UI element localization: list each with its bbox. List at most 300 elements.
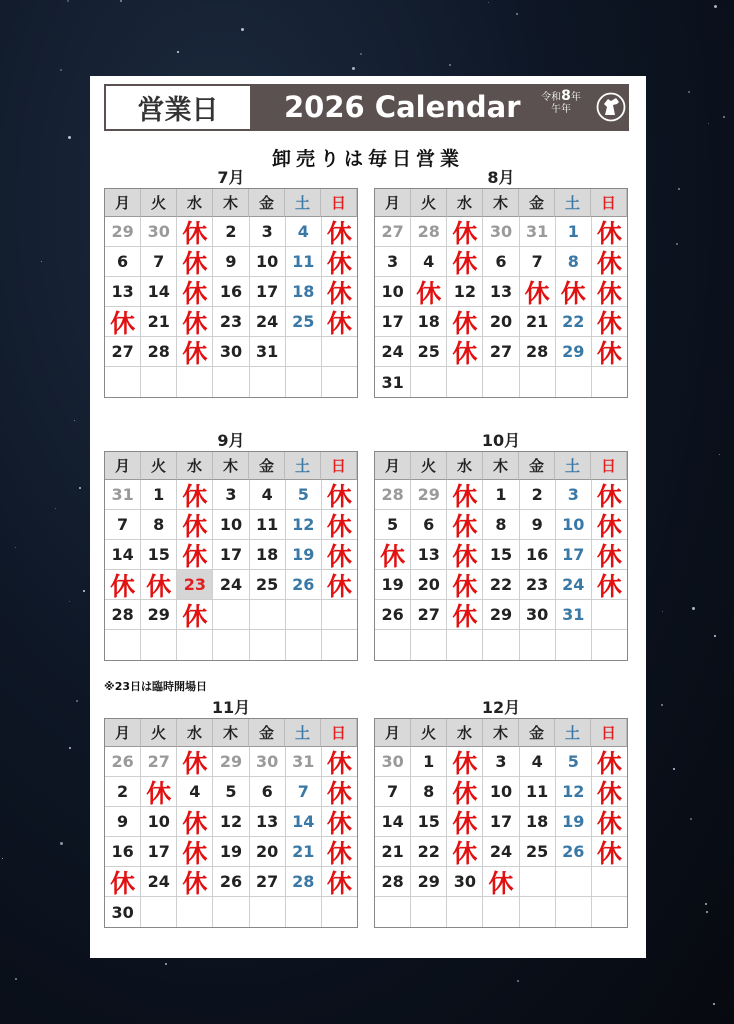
empty-cell [592, 897, 627, 927]
week-row [375, 277, 627, 307]
holiday-mark: 休 [322, 277, 357, 307]
day-cell: 14 [286, 807, 322, 837]
day-cell: 25 [411, 337, 447, 367]
month-block [104, 168, 358, 398]
empty-cell [322, 367, 357, 397]
day-cell: 30 [250, 747, 286, 777]
day-cell: 6 [483, 247, 519, 277]
star [676, 243, 678, 245]
holiday-mark: 休 [592, 307, 627, 337]
day-cell: 7 [105, 510, 141, 540]
month-title: 10月 [481, 431, 521, 450]
star [690, 818, 692, 820]
empty-cell [520, 867, 556, 897]
day-cell: 14 [141, 277, 177, 307]
empty-cell [592, 630, 627, 660]
holiday-mark: 休 [447, 570, 483, 600]
weekday-header: 土 [555, 189, 591, 217]
day-cell: 19 [286, 540, 322, 570]
day-cell: 18 [250, 540, 286, 570]
day-cell: 3 [250, 217, 286, 247]
day-cell: 18 [286, 277, 322, 307]
week-row [375, 247, 627, 277]
holiday-mark: 休 [447, 837, 483, 867]
star [55, 508, 56, 509]
holiday-mark: 休 [177, 837, 213, 867]
week-row [105, 837, 357, 867]
day-cell: 26 [105, 747, 141, 777]
weekday-header: 火 [141, 189, 177, 217]
holiday-mark: 休 [322, 247, 357, 277]
month-title: 8月 [487, 168, 515, 187]
weekday-header: 水 [447, 189, 483, 217]
holiday-mark: 休 [322, 217, 357, 247]
day-cell: 16 [213, 277, 249, 307]
holiday-mark: 休 [177, 277, 213, 307]
empty-cell [375, 897, 411, 927]
star [69, 601, 70, 602]
holiday-mark: 休 [322, 867, 357, 897]
star [705, 903, 707, 905]
day-cell: 17 [213, 540, 249, 570]
week-row [105, 217, 357, 247]
day-cell: 28 [105, 600, 141, 630]
day-cell: 12 [286, 510, 322, 540]
empty-cell [447, 630, 483, 660]
weekday-header: 木 [213, 452, 249, 480]
weekday-header: 月 [105, 452, 141, 480]
day-cell: 31 [375, 367, 411, 397]
day-cell: 30 [447, 867, 483, 897]
week-row [105, 777, 357, 807]
day-cell: 9 [213, 247, 249, 277]
holiday-mark: 休 [322, 807, 357, 837]
empty-cell [556, 630, 592, 660]
day-cell: 3 [556, 480, 592, 510]
day-cell: 31 [556, 600, 592, 630]
holiday-mark: 休 [592, 510, 627, 540]
star [723, 116, 725, 118]
day-cell: 20 [483, 307, 519, 337]
day-cell: 7 [141, 247, 177, 277]
day-cell: 24 [483, 837, 519, 867]
day-cell: 11 [286, 247, 322, 277]
star [165, 963, 167, 965]
star [714, 635, 716, 637]
weekday-header: 日 [321, 452, 357, 480]
weekday-header: 日 [591, 719, 627, 747]
week-row [375, 217, 627, 247]
day-cell: 6 [411, 510, 447, 540]
day-cell: 13 [250, 807, 286, 837]
week-row [105, 540, 357, 570]
day-cell: 24 [556, 570, 592, 600]
month-grid [374, 451, 628, 661]
week-row [375, 897, 627, 927]
holiday-mark: 休 [592, 247, 627, 277]
holiday-mark: 休 [447, 510, 483, 540]
weekday-header: 月 [105, 719, 141, 747]
month-block [104, 698, 358, 928]
holiday-mark: 休 [322, 480, 357, 510]
week-row [375, 807, 627, 837]
day-cell: 28 [141, 337, 177, 367]
star [352, 67, 355, 70]
day-cell: 8 [556, 247, 592, 277]
day-cell: 22 [411, 837, 447, 867]
holiday-mark: 休 [592, 777, 627, 807]
day-cell: 30 [520, 600, 556, 630]
era-year-suffix: 年 [570, 92, 581, 103]
day-cell: 13 [105, 277, 141, 307]
day-cell: 17 [375, 307, 411, 337]
day-cell: 4 [520, 747, 556, 777]
holiday-mark: 休 [556, 277, 592, 307]
holiday-mark: 休 [322, 747, 357, 777]
weekday-header: 火 [411, 189, 447, 217]
holiday-mark: 休 [411, 277, 447, 307]
weekday-header: 土 [285, 189, 321, 217]
week-row [105, 867, 357, 897]
holiday-mark: 休 [483, 867, 519, 897]
month-grid [374, 718, 628, 928]
day-cell: 12 [556, 777, 592, 807]
day-cell: 16 [520, 540, 556, 570]
week-row [375, 367, 627, 397]
holiday-mark: 休 [592, 570, 627, 600]
day-cell: 16 [105, 837, 141, 867]
empty-cell [592, 600, 627, 630]
day-cell: 27 [483, 337, 519, 367]
empty-cell [411, 367, 447, 397]
day-cell: 2 [213, 217, 249, 247]
holiday-mark: 休 [177, 480, 213, 510]
day-cell: 2 [105, 777, 141, 807]
day-cell: 19 [375, 570, 411, 600]
day-cell: 21 [520, 307, 556, 337]
weekday-header: 金 [519, 719, 555, 747]
weekday-header: 金 [249, 719, 285, 747]
holiday-mark: 休 [592, 337, 627, 367]
weekday-header: 水 [447, 719, 483, 747]
empty-cell [322, 630, 357, 660]
day-cell: 26 [375, 600, 411, 630]
star [60, 842, 63, 845]
weekday-header-row [105, 719, 357, 747]
week-row [375, 600, 627, 630]
holiday-mark: 休 [177, 540, 213, 570]
week-row [105, 570, 357, 600]
week-row [105, 367, 357, 397]
week-row [375, 777, 627, 807]
day-cell: 1 [483, 480, 519, 510]
day-cell: 15 [411, 807, 447, 837]
empty-cell [141, 897, 177, 927]
holiday-mark: 休 [447, 307, 483, 337]
empty-cell [556, 367, 592, 397]
month-title: 12月 [481, 698, 521, 717]
holiday-mark: 休 [322, 837, 357, 867]
holiday-mark: 休 [322, 307, 357, 337]
star [76, 700, 78, 702]
holiday-mark: 休 [105, 307, 141, 337]
weekday-header-row [105, 452, 357, 480]
day-cell: 5 [556, 747, 592, 777]
week-row [375, 307, 627, 337]
week-row [105, 307, 357, 337]
holiday-mark: 休 [375, 540, 411, 570]
day-cell: 23 [520, 570, 556, 600]
empty-cell [592, 367, 627, 397]
month-block [374, 168, 628, 398]
star [719, 454, 720, 455]
holiday-mark: 休 [592, 217, 627, 247]
empty-cell [322, 337, 357, 367]
empty-cell [520, 630, 556, 660]
holiday-mark: 休 [592, 480, 627, 510]
day-cell: 6 [105, 247, 141, 277]
star [516, 13, 518, 15]
week-row [375, 630, 627, 660]
holiday-mark: 休 [105, 570, 141, 600]
weekday-header-row [375, 452, 627, 480]
empty-cell [177, 367, 213, 397]
day-cell: 24 [375, 337, 411, 367]
weekday-header: 日 [591, 452, 627, 480]
weekday-header: 月 [375, 452, 411, 480]
japanese-era-label [532, 90, 590, 116]
day-cell: 7 [286, 777, 322, 807]
month-grid [104, 451, 358, 661]
star [713, 1003, 715, 1005]
day-cell: 12 [213, 807, 249, 837]
day-cell: 10 [250, 247, 286, 277]
star [120, 0, 122, 2]
day-cell: 5 [213, 777, 249, 807]
week-row [105, 600, 357, 630]
calendar-title: 2026 Calendar [284, 90, 521, 124]
day-cell: 31 [520, 217, 556, 247]
day-cell: 28 [375, 480, 411, 510]
week-row [375, 480, 627, 510]
empty-cell [250, 600, 286, 630]
day-cell: 29 [411, 867, 447, 897]
holiday-mark: 休 [141, 570, 177, 600]
day-cell: 29 [411, 480, 447, 510]
day-cell: 5 [375, 510, 411, 540]
day-cell: 17 [556, 540, 592, 570]
empty-cell [483, 630, 519, 660]
day-cell: 4 [177, 777, 213, 807]
weekday-header: 土 [555, 719, 591, 747]
holiday-mark: 休 [447, 747, 483, 777]
day-cell: 30 [141, 217, 177, 247]
day-cell: 15 [141, 540, 177, 570]
day-cell: 29 [105, 217, 141, 247]
day-cell: 21 [375, 837, 411, 867]
day-cell: 17 [250, 277, 286, 307]
star [708, 123, 709, 124]
day-cell: 11 [520, 777, 556, 807]
empty-cell [250, 897, 286, 927]
day-cell: 27 [141, 747, 177, 777]
zodiac-year: 午年 [551, 104, 571, 115]
day-cell: 18 [411, 307, 447, 337]
day-cell: 25 [286, 307, 322, 337]
week-row [105, 747, 357, 777]
day-cell: 4 [286, 217, 322, 247]
day-cell: 10 [213, 510, 249, 540]
weekday-header: 火 [141, 452, 177, 480]
holiday-mark: 休 [447, 480, 483, 510]
weekday-header: 土 [555, 452, 591, 480]
day-cell: 29 [141, 600, 177, 630]
day-cell: 20 [411, 570, 447, 600]
month-grid [104, 188, 358, 398]
week-row [105, 247, 357, 277]
day-cell: 28 [411, 217, 447, 247]
weekday-header: 水 [447, 452, 483, 480]
day-cell: 31 [105, 480, 141, 510]
holiday-mark: 休 [177, 247, 213, 277]
empty-cell [177, 897, 213, 927]
star [67, 0, 69, 2]
month-title: 11月 [211, 698, 251, 717]
empty-cell [556, 867, 592, 897]
day-cell: 29 [483, 600, 519, 630]
star [68, 136, 71, 139]
week-row [375, 510, 627, 540]
holiday-mark: 休 [322, 540, 357, 570]
day-cell: 3 [375, 247, 411, 277]
holiday-mark: 休 [105, 867, 141, 897]
empty-cell [286, 337, 322, 367]
day-cell: 21 [141, 307, 177, 337]
weekday-header: 火 [411, 452, 447, 480]
day-cell: 22 [483, 570, 519, 600]
week-row [375, 337, 627, 367]
star [69, 747, 71, 749]
day-cell: 14 [105, 540, 141, 570]
era-number: 8 [561, 88, 571, 104]
holiday-mark: 休 [177, 600, 213, 630]
empty-cell [213, 630, 249, 660]
tagline: 卸売りは毎日営業 [271, 148, 464, 170]
day-cell: 30 [105, 897, 141, 927]
week-row [105, 510, 357, 540]
week-row [375, 570, 627, 600]
holiday-mark: 休 [592, 837, 627, 867]
star [673, 768, 675, 770]
day-cell: 8 [411, 777, 447, 807]
empty-cell [286, 897, 322, 927]
weekday-header: 木 [213, 719, 249, 747]
day-cell: 20 [250, 837, 286, 867]
day-cell: 24 [141, 867, 177, 897]
day-cell: 12 [447, 277, 483, 307]
day-cell: 18 [520, 807, 556, 837]
day-cell: 10 [141, 807, 177, 837]
star [714, 5, 717, 8]
day-cell: 11 [250, 510, 286, 540]
footnote: ※23日は臨時開場日 [104, 680, 208, 693]
empty-cell [483, 367, 519, 397]
star [662, 611, 663, 612]
day-cell: 8 [141, 510, 177, 540]
day-cell: 7 [375, 777, 411, 807]
day-cell: 29 [213, 747, 249, 777]
empty-cell [213, 897, 249, 927]
day-cell: 21 [286, 837, 322, 867]
holiday-mark: 休 [447, 777, 483, 807]
day-cell: 30 [483, 217, 519, 247]
day-cell: 2 [520, 480, 556, 510]
day-cell: 4 [250, 480, 286, 510]
day-cell: 3 [483, 747, 519, 777]
weekday-header: 火 [411, 719, 447, 747]
empty-cell [250, 367, 286, 397]
star [661, 704, 663, 706]
week-row [105, 480, 357, 510]
day-cell: 24 [213, 570, 249, 600]
empty-cell [322, 600, 357, 630]
day-cell: 27 [105, 337, 141, 367]
weekday-header: 木 [483, 719, 519, 747]
holiday-mark: 休 [447, 600, 483, 630]
empty-cell [520, 367, 556, 397]
holiday-mark: 休 [520, 277, 556, 307]
holiday-mark: 休 [592, 747, 627, 777]
day-cell: 15 [483, 540, 519, 570]
star [60, 69, 62, 71]
weekday-header: 木 [483, 189, 519, 217]
day-cell: 10 [556, 510, 592, 540]
weekday-header-row [375, 189, 627, 217]
day-cell: 26 [556, 837, 592, 867]
month-grid [104, 718, 358, 928]
month-block [374, 431, 628, 661]
day-cell: 27 [250, 867, 286, 897]
weekday-header: 土 [285, 719, 321, 747]
weekday-header: 日 [591, 189, 627, 217]
day-cell: 27 [411, 600, 447, 630]
day-cell: 22 [556, 307, 592, 337]
day-cell: 17 [483, 807, 519, 837]
star [706, 911, 708, 913]
weekday-header: 金 [249, 189, 285, 217]
star [74, 420, 75, 421]
holiday-mark: 休 [447, 337, 483, 367]
month-grid [374, 188, 628, 398]
weekday-header: 日 [321, 719, 357, 747]
month-block [374, 698, 628, 928]
empty-cell [141, 630, 177, 660]
empty-cell [105, 367, 141, 397]
day-cell: 29 [556, 337, 592, 367]
day-cell: 19 [556, 807, 592, 837]
day-cell: 25 [250, 570, 286, 600]
week-row [375, 747, 627, 777]
day-cell: 26 [286, 570, 322, 600]
day-cell: 31 [250, 337, 286, 367]
day-cell: 13 [483, 277, 519, 307]
weekday-header: 金 [519, 452, 555, 480]
day-cell: 23 [213, 307, 249, 337]
week-row [375, 867, 627, 897]
day-cell: 30 [375, 747, 411, 777]
star [517, 980, 519, 982]
empty-cell [592, 867, 627, 897]
